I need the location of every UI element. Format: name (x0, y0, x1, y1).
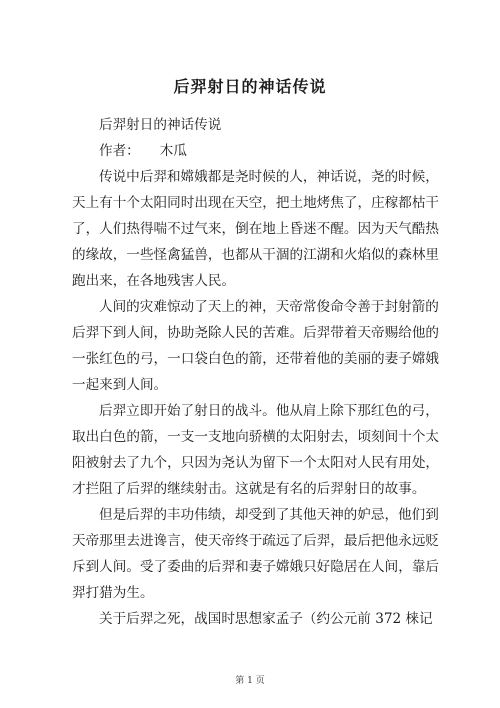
paragraph-line: 一张红色的弓，一口袋白色的箭，还带着他的美丽的妻子嫦娥 (72, 351, 440, 367)
paragraph-line: 跑出来，在各地残害人民。 (72, 273, 236, 289)
paragraph-line: 了，人们热得喘不过气来，倒在地上昏迷不醒。因为天气酷热 (72, 221, 440, 237)
paragraph-line: 但是后羿的丰功伟绩，却受到了其他天神的妒忌，他们到 (99, 507, 439, 523)
paragraph-line: 传说中后羿和嫦娥都是尧时候的人，神话说，尧的时候， (99, 169, 439, 185)
paragraph-line: 一起来到人间。 (72, 377, 168, 393)
paragraph-line: 的缘故，一些怪禽猛兽，也都从干涸的江湖和火焰似的森林里 (72, 247, 440, 263)
page-number: 第 1 页 (235, 676, 265, 686)
paragraph-line: 斥到人间。受了委曲的后羿和妻子嫦娥只好隐居在人间，靠后 (72, 559, 440, 575)
paragraph-line: 羿打猎为生。 (72, 585, 154, 601)
document-body (72, 112, 440, 632)
author-line (72, 138, 417, 164)
paragraph-line: 才拦阻了后羿的继续射击。这就是有名的后羿射日的故事。 (72, 481, 426, 497)
paragraph-line: 后羿下到人间，协助尧除人民的苦难。后羿带着天帝赐给他的 (72, 325, 440, 341)
paragraph-line: 人间的灾难惊动了天上的神，天帝常俊命令善于封射箭的 (99, 299, 439, 315)
subtitle-line: 后羿射日的神话传说 (99, 117, 222, 133)
document-title: 后羿射日的神话传说 (173, 77, 327, 96)
author-label: 作者： (99, 143, 140, 159)
paragraph-line: 后羿立即开始了射日的战斗。他从肩上除下那红色的弓， (99, 403, 439, 419)
author-name: 木瓜 (159, 143, 187, 159)
paragraph-line: 关于后羿之死，战国时思想家孟子（约公元前 372 梾记 (99, 611, 433, 627)
paragraph-line: 取出白色的箭，一支一支地向骄横的太阳射去，顷刻间十个太 (72, 429, 440, 445)
paragraph-line: 天帝那里去进谗言，使天帝终于疏远了后羿，最后把他永远贬 (72, 533, 440, 549)
paragraph-line: 天上有十个太阳同时出现在天空，把土地烤焦了，庄稼都枯干 (72, 195, 440, 211)
paragraph-line: 阳被射去了九个，只因为尧认为留下一个太阳对人民有用处， (72, 455, 440, 471)
